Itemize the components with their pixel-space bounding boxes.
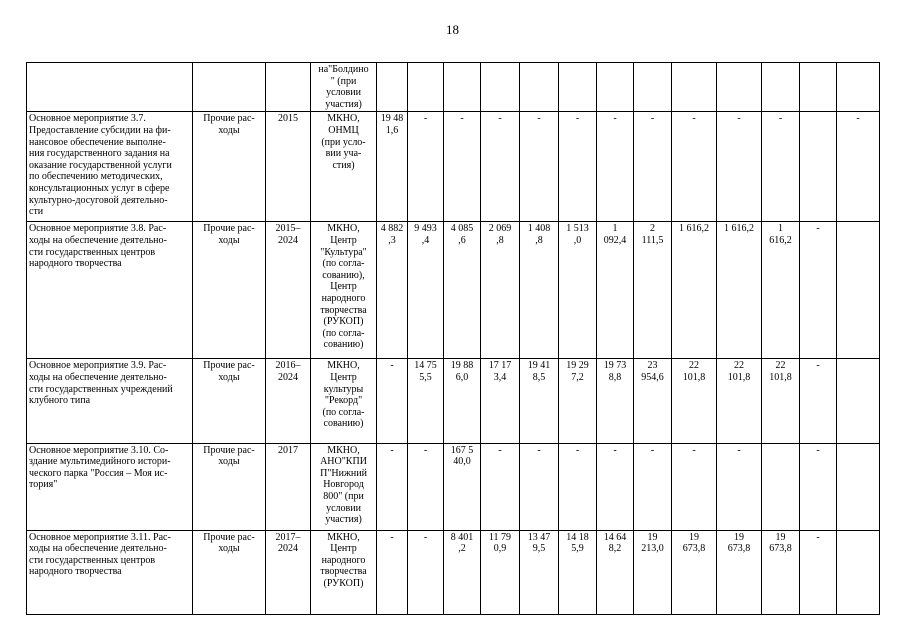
expense-type-cell-text: Прочие рас- ходы bbox=[203, 113, 255, 136]
activity-name-cell bbox=[27, 222, 193, 359]
value-cell-text: 14 75 5,5 bbox=[414, 360, 437, 383]
value-cell bbox=[377, 530, 408, 614]
value-cell-text: 1 408 ,8 bbox=[527, 223, 551, 246]
value-cell bbox=[634, 222, 672, 359]
expense-type-cell-text: Прочие рас- ходы bbox=[203, 531, 255, 555]
value-cell bbox=[672, 63, 717, 112]
table-row bbox=[27, 359, 880, 443]
value-cell-text: 2 069 ,8 bbox=[488, 223, 512, 246]
value-cell-text: 2 111,5 bbox=[641, 223, 664, 246]
value-cell-text: - bbox=[575, 113, 580, 125]
value-cell-text: - bbox=[390, 360, 394, 372]
value-cell bbox=[444, 359, 481, 443]
executor-cell-text: МКНО, Центр народного творчества (РУКОП) bbox=[320, 531, 367, 589]
value-cell-text: - bbox=[423, 113, 428, 125]
executor-cell-text: на"Болдино " (при условии участия) bbox=[318, 64, 369, 110]
value-cell bbox=[481, 359, 520, 443]
value-cell-text: 19 29 7,2 bbox=[566, 360, 589, 383]
value-cell-text: - bbox=[498, 444, 502, 456]
activity-name-cell bbox=[27, 530, 193, 614]
value-cell bbox=[717, 359, 762, 443]
value-cell bbox=[559, 112, 597, 222]
executor-cell bbox=[311, 359, 377, 443]
value-cell-text: 1 616,2 bbox=[724, 223, 754, 235]
value-cell bbox=[520, 443, 559, 530]
value-cell-text: - bbox=[390, 531, 394, 543]
value-cell-text: - bbox=[816, 360, 820, 372]
value-cell bbox=[408, 63, 444, 112]
activity-name-cell bbox=[27, 359, 193, 443]
value-cell bbox=[408, 222, 444, 359]
expense-type-cell-text: Прочие рас- ходы bbox=[203, 223, 255, 246]
expense-type-cell bbox=[193, 530, 266, 614]
value-cell bbox=[559, 63, 597, 112]
value-cell-text: 17 17 3,4 bbox=[488, 360, 512, 383]
value-cell bbox=[672, 530, 717, 614]
value-cell bbox=[597, 112, 634, 222]
table-row bbox=[27, 63, 880, 112]
period-cell bbox=[266, 359, 311, 443]
value-cell bbox=[717, 63, 762, 112]
value-cell bbox=[762, 530, 800, 614]
executor-cell bbox=[311, 222, 377, 359]
period-cell-text: 2015 bbox=[278, 113, 298, 125]
value-cell bbox=[717, 222, 762, 359]
value-cell bbox=[377, 443, 408, 530]
value-cell-text: 22 101,8 bbox=[769, 360, 792, 383]
value-cell-text: 4 882 ,3 bbox=[380, 223, 404, 246]
value-cell bbox=[520, 222, 559, 359]
value-cell bbox=[800, 222, 837, 359]
value-cell bbox=[408, 112, 444, 222]
executor-cell bbox=[311, 530, 377, 614]
activity-name-cell-text: Основное мероприятие 3.8. Рас- ходы на обеспечение деятельно- сти государственных центров народного творчества bbox=[29, 223, 167, 270]
expense-type-cell-text: Прочие рас- ходы bbox=[203, 444, 255, 468]
value-cell-text: 1 616,2 bbox=[769, 223, 792, 246]
value-cell-text: - bbox=[650, 113, 655, 125]
value-cell bbox=[717, 530, 762, 614]
executor-cell-text: МКНО, Центр культуры "Рекорд" (по согла- сованию) bbox=[322, 360, 365, 430]
value-cell bbox=[481, 112, 520, 222]
value-cell bbox=[762, 359, 800, 443]
value-cell bbox=[800, 359, 837, 443]
expense-type-cell-text: Прочие рас- ходы bbox=[203, 360, 255, 383]
value-cell-text: 22 101,8 bbox=[727, 360, 751, 383]
value-cell-text: 19 48 1,6 bbox=[380, 113, 404, 136]
period-cell bbox=[266, 443, 311, 530]
activity-name-cell-text: Основное мероприятие 3.9. Рас- ходы на обеспечение деятельно- сти государственных учреждений клубного типа bbox=[29, 360, 173, 407]
activity-name-cell bbox=[27, 112, 193, 222]
value-cell-text: 19 73 8,8 bbox=[603, 360, 627, 383]
value-cell bbox=[444, 222, 481, 359]
period-cell-text: 2017– 2024 bbox=[275, 531, 301, 555]
value-cell-text: 19 673,8 bbox=[682, 531, 706, 555]
table-row bbox=[27, 112, 880, 222]
value-cell bbox=[520, 530, 559, 614]
value-cell bbox=[762, 443, 800, 530]
value-cell bbox=[559, 359, 597, 443]
expense-type-cell bbox=[193, 63, 266, 112]
value-cell-text: - bbox=[390, 444, 394, 456]
value-cell-text: 1 513 ,0 bbox=[566, 223, 589, 246]
executor-cell bbox=[311, 63, 377, 112]
value-cell-text: 19 673,8 bbox=[769, 531, 792, 555]
value-cell bbox=[634, 112, 672, 222]
executor-cell-text: МКНО, Центр "Культура" (по согла- сованию), Центр народного творчества (РУКОП) (по согла- сованию) bbox=[320, 223, 367, 351]
period-cell bbox=[266, 222, 311, 359]
value-cell bbox=[481, 443, 520, 530]
value-cell bbox=[377, 112, 408, 222]
value-cell bbox=[762, 222, 800, 359]
value-cell-text: - bbox=[575, 444, 580, 456]
expense-type-cell bbox=[193, 112, 266, 222]
value-cell-text: 8 401 ,2 bbox=[450, 531, 474, 555]
value-cell bbox=[481, 63, 520, 112]
value-cell-text: - bbox=[778, 113, 783, 125]
value-cell-text: 19 88 6,0 bbox=[450, 360, 474, 383]
value-cell bbox=[837, 359, 880, 443]
value-cell bbox=[444, 530, 481, 614]
value-cell bbox=[634, 63, 672, 112]
value-cell bbox=[408, 359, 444, 443]
value-cell-text: - bbox=[423, 444, 428, 456]
activity-name-cell bbox=[27, 63, 193, 112]
value-cell-text: - bbox=[692, 113, 696, 125]
value-cell bbox=[837, 63, 880, 112]
value-cell bbox=[762, 112, 800, 222]
value-cell-text: - bbox=[460, 113, 464, 125]
value-cell-text: 22 101,8 bbox=[682, 360, 706, 383]
value-cell-text: 23 954,6 bbox=[641, 360, 664, 383]
value-cell bbox=[597, 222, 634, 359]
value-cell bbox=[377, 63, 408, 112]
value-cell bbox=[717, 443, 762, 530]
value-cell bbox=[672, 112, 717, 222]
value-cell bbox=[837, 443, 880, 530]
value-cell-text: - bbox=[856, 113, 860, 125]
value-cell-text: - bbox=[737, 444, 741, 456]
value-cell bbox=[408, 530, 444, 614]
value-cell bbox=[672, 359, 717, 443]
value-cell bbox=[800, 112, 837, 222]
table-row bbox=[27, 530, 880, 614]
value-cell bbox=[762, 63, 800, 112]
value-cell-text: - bbox=[423, 531, 428, 543]
value-cell bbox=[377, 359, 408, 443]
value-cell-text: 11 79 0,9 bbox=[488, 531, 512, 555]
value-cell bbox=[444, 112, 481, 222]
value-cell-text: - bbox=[498, 113, 502, 125]
value-cell bbox=[800, 63, 837, 112]
value-cell-text: 19 673,8 bbox=[727, 531, 751, 555]
period-cell-text: 2016– 2024 bbox=[275, 360, 301, 383]
expense-type-cell bbox=[193, 443, 266, 530]
value-cell bbox=[559, 222, 597, 359]
value-cell bbox=[837, 222, 880, 359]
executor-cell bbox=[311, 443, 377, 530]
period-cell bbox=[266, 63, 311, 112]
value-cell bbox=[597, 359, 634, 443]
value-cell bbox=[800, 443, 837, 530]
executor-cell bbox=[311, 112, 377, 222]
value-cell-text: 1 616,2 bbox=[679, 223, 709, 235]
value-cell-text: - bbox=[816, 531, 820, 543]
table-row bbox=[27, 443, 880, 530]
period-cell-text: 2015– 2024 bbox=[275, 223, 301, 246]
activity-name-cell-text: Основное мероприятие 3.11. Рас- ходы на обеспечение деятельно- сти государственных центров народного творчества bbox=[29, 531, 171, 578]
executor-cell-text: МКНО, АНО"КПИ П"Нижний Новгород 800" (при условии участия) bbox=[320, 444, 367, 526]
period-cell bbox=[266, 530, 311, 614]
value-cell-text: - bbox=[613, 113, 617, 125]
value-cell-text: 19 213,0 bbox=[641, 531, 664, 555]
value-cell bbox=[634, 530, 672, 614]
value-cell bbox=[444, 63, 481, 112]
value-cell-text: - bbox=[816, 223, 820, 235]
value-cell-text: - bbox=[692, 444, 696, 456]
value-cell bbox=[481, 222, 520, 359]
value-cell bbox=[520, 63, 559, 112]
value-cell bbox=[481, 530, 520, 614]
value-cell bbox=[672, 443, 717, 530]
value-cell bbox=[800, 530, 837, 614]
value-cell bbox=[559, 530, 597, 614]
value-cell bbox=[520, 112, 559, 222]
activity-name-cell bbox=[27, 443, 193, 530]
value-cell bbox=[377, 222, 408, 359]
value-cell-text: - bbox=[816, 444, 820, 456]
value-cell bbox=[597, 530, 634, 614]
value-cell-text: 9 493 ,4 bbox=[414, 223, 437, 246]
value-cell bbox=[597, 63, 634, 112]
value-cell-text: 14 18 5,9 bbox=[566, 531, 589, 555]
value-cell-text: - bbox=[613, 444, 617, 456]
value-cell-text: 167 5 40,0 bbox=[450, 444, 474, 468]
value-cell bbox=[559, 443, 597, 530]
value-cell-text: 13 47 9,5 bbox=[527, 531, 551, 555]
value-cell bbox=[634, 359, 672, 443]
value-cell-text: 14 64 8,2 bbox=[603, 531, 627, 555]
page-number: 18 bbox=[446, 22, 459, 37]
expense-type-cell bbox=[193, 359, 266, 443]
value-cell bbox=[597, 443, 634, 530]
value-cell-text: - bbox=[537, 444, 541, 456]
value-cell-text: 4 085 ,6 bbox=[450, 223, 474, 246]
value-cell bbox=[444, 443, 481, 530]
executor-cell-text: МКНО, ОНМЦ (при усло- вии уча- стия) bbox=[321, 113, 366, 171]
value-cell bbox=[634, 443, 672, 530]
value-cell-text: - bbox=[537, 113, 541, 125]
value-cell bbox=[837, 530, 880, 614]
value-cell bbox=[717, 112, 762, 222]
value-cell bbox=[672, 222, 717, 359]
period-cell-text: 2017 bbox=[278, 444, 298, 456]
value-cell-text: - bbox=[737, 113, 741, 125]
value-cell-text: - bbox=[650, 444, 655, 456]
period-cell bbox=[266, 112, 311, 222]
table-row bbox=[27, 222, 880, 359]
value-cell-text: 19 41 8,5 bbox=[527, 360, 551, 383]
value-cell bbox=[837, 112, 880, 222]
value-cell bbox=[408, 443, 444, 530]
value-cell bbox=[520, 359, 559, 443]
activity-name-cell-text: Основное мероприятие 3.7. Предоставление субсидии на фи- нансовое обеспечение выполне- ния государственного задания на оказание государственной услуги по обеспечению методических, консультационных услуг в сфере культурно-досуговой деятельно- сти bbox=[29, 113, 172, 218]
value-cell-text: 1 092,4 bbox=[603, 223, 627, 246]
budget-table bbox=[26, 62, 880, 615]
activity-name-cell-text: Основное мероприятие 3.10. Со- здание мультимедийного истори- ческого парка "Россия – Моя ис- тория" bbox=[29, 444, 171, 491]
expense-type-cell bbox=[193, 222, 266, 359]
